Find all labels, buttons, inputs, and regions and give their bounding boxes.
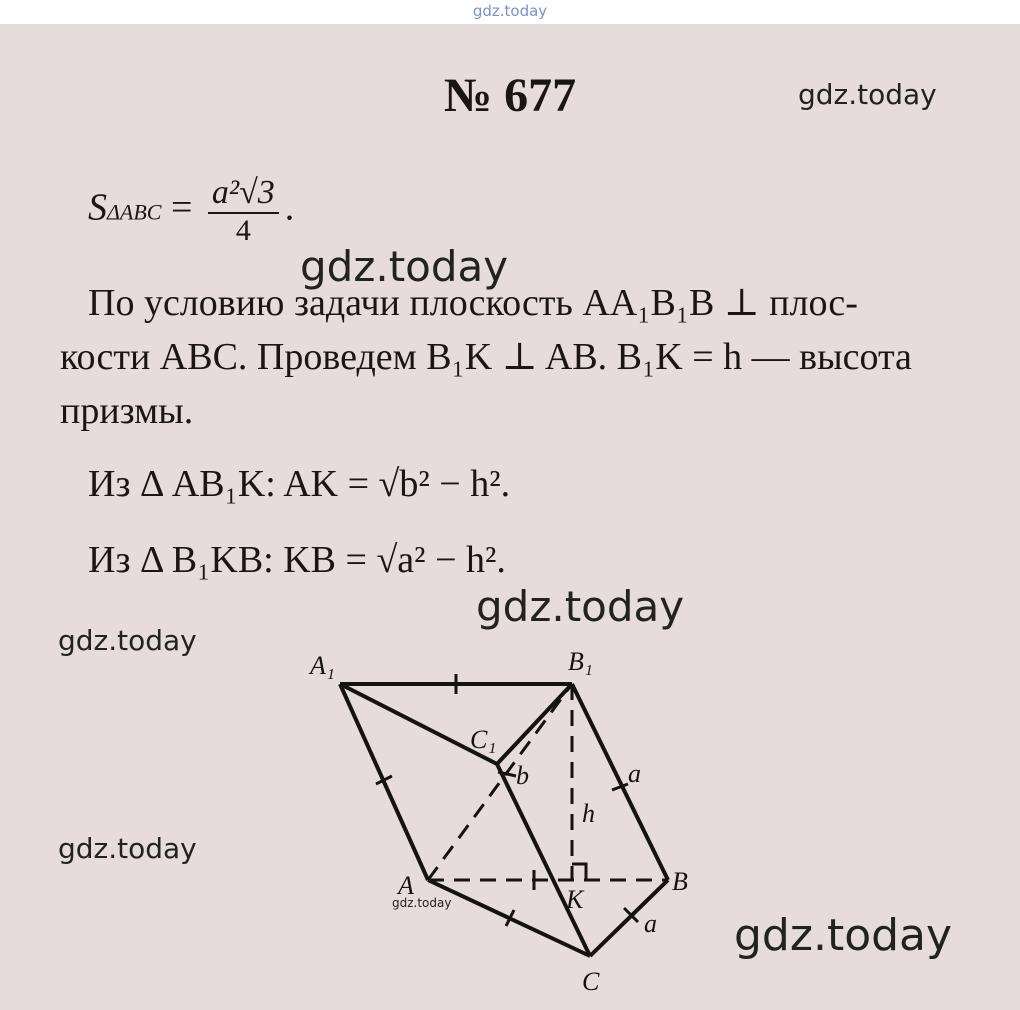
problem-number: № 677 xyxy=(443,69,577,122)
label-c1: C₁ xyxy=(470,725,497,754)
equation-kb: Из Δ B₁KB: KB = √a² − h². xyxy=(88,539,506,581)
label-a-bottom: a xyxy=(644,909,657,938)
watermark-top: gdz.today xyxy=(472,2,548,20)
watermark: gdz.today xyxy=(392,896,452,910)
watermark: gdz.today xyxy=(476,582,685,631)
edge-a1-a xyxy=(340,684,428,880)
edge-c1-c xyxy=(497,764,590,956)
edge-c1-b1 xyxy=(497,684,572,764)
hidden-edge-a-b1 xyxy=(428,684,572,880)
fraction-denominator: 4 xyxy=(235,214,251,247)
label-a-top: a xyxy=(628,759,641,788)
paragraph-line: кости ABC. Проведем B₁K ⊥ AB. B₁K = h — высота xyxy=(60,336,912,378)
label-b: B xyxy=(672,867,688,896)
label-h: h xyxy=(582,799,595,828)
watermark: gdz.today xyxy=(300,242,509,291)
watermark: gdz.today xyxy=(58,832,197,865)
label-a: A xyxy=(398,871,414,900)
paragraph-line: призмы. xyxy=(60,390,194,432)
area-symbol: S xyxy=(88,186,107,229)
watermark: gdz.today xyxy=(58,624,197,657)
formula-period: . xyxy=(284,186,295,229)
label-k: K xyxy=(566,885,584,914)
paragraph-line: По условию задачи плоскость AA₁B₁B ⊥ плос- xyxy=(88,282,858,324)
watermark: gdz.today xyxy=(798,78,937,111)
area-subscript: ΔABC xyxy=(107,199,162,225)
right-angle-mark xyxy=(572,864,586,880)
label-a1: A₁ xyxy=(310,651,335,680)
textbook-page xyxy=(0,24,1020,1010)
fraction-numerator: a²√3 xyxy=(208,174,279,214)
equals-sign: = xyxy=(170,186,193,229)
label-b1: B₁ xyxy=(568,647,593,676)
edge-b1-b xyxy=(572,684,668,880)
watermark: gdz.today xyxy=(734,910,953,961)
equation-ak: Из Δ AB₁K: AK = √b² − h². xyxy=(88,463,511,505)
label-b-edge: b xyxy=(516,761,529,790)
label-c: C xyxy=(582,967,600,996)
